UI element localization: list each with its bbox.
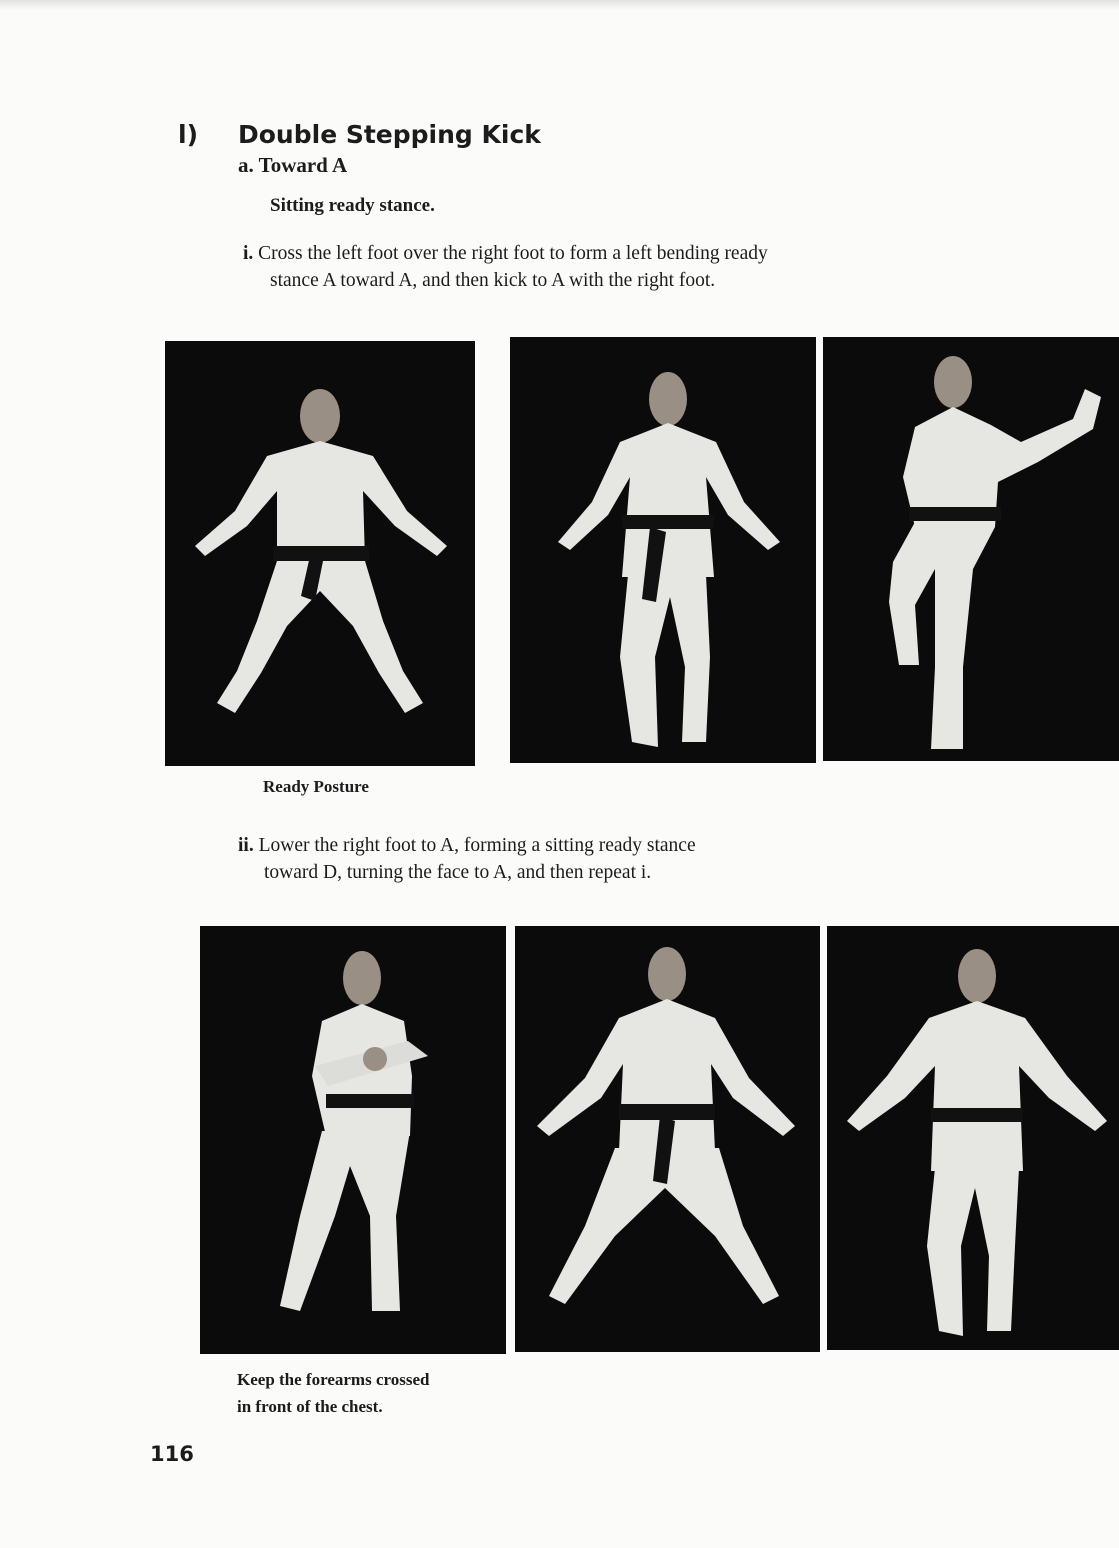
step-i-marker: i. [243,243,254,264]
photo-cross-step [510,337,816,763]
figure-wide-stance-illustration-2 [515,926,820,1352]
step-ii-line2: toward D, turning the face to A, and then repeat i. [264,862,652,883]
step-ii-marker: ii. [238,835,254,856]
figure-forearms-crossed-illustration [200,926,506,1354]
section-number: l) [178,120,198,149]
page-top-shadow [0,0,1119,10]
caption-ready-posture: Ready Posture [263,777,369,796]
subsection-heading: a. Toward A [238,153,348,177]
figure-knee-raise-illustration [823,337,1119,761]
step-i-paragraph [243,240,768,294]
step-i-line2: stance A toward A, and then kick to A with the right foot. [270,270,716,291]
photo-knee-raise [823,337,1119,761]
photo-forearms-crossed [200,926,506,1354]
figure-cross-step-illustration [510,337,816,763]
step-ii-line1: Lower the right foot to A, forming a sitting ready stance [258,835,696,856]
photo-wide-stance-2 [515,926,820,1352]
step-ii-paragraph [238,832,696,886]
caption-forearms-line1: Keep the forearms crossed [237,1370,430,1389]
figure-cross-step-illustration-2 [827,926,1119,1350]
stance-note: Sitting ready stance. [270,195,435,216]
step-i-line1: Cross the left foot over the right foot to form a left bending ready [258,243,768,264]
caption-forearms-crossed [237,1366,429,1420]
section-title: Double Stepping Kick [238,120,541,149]
photo-ready-posture [165,341,475,766]
photo-cross-step-2 [827,926,1119,1350]
page-number: 116 [150,1442,194,1466]
caption-forearms-line2: in front of the chest. [237,1397,383,1416]
figure-wide-stance-illustration [165,341,475,766]
